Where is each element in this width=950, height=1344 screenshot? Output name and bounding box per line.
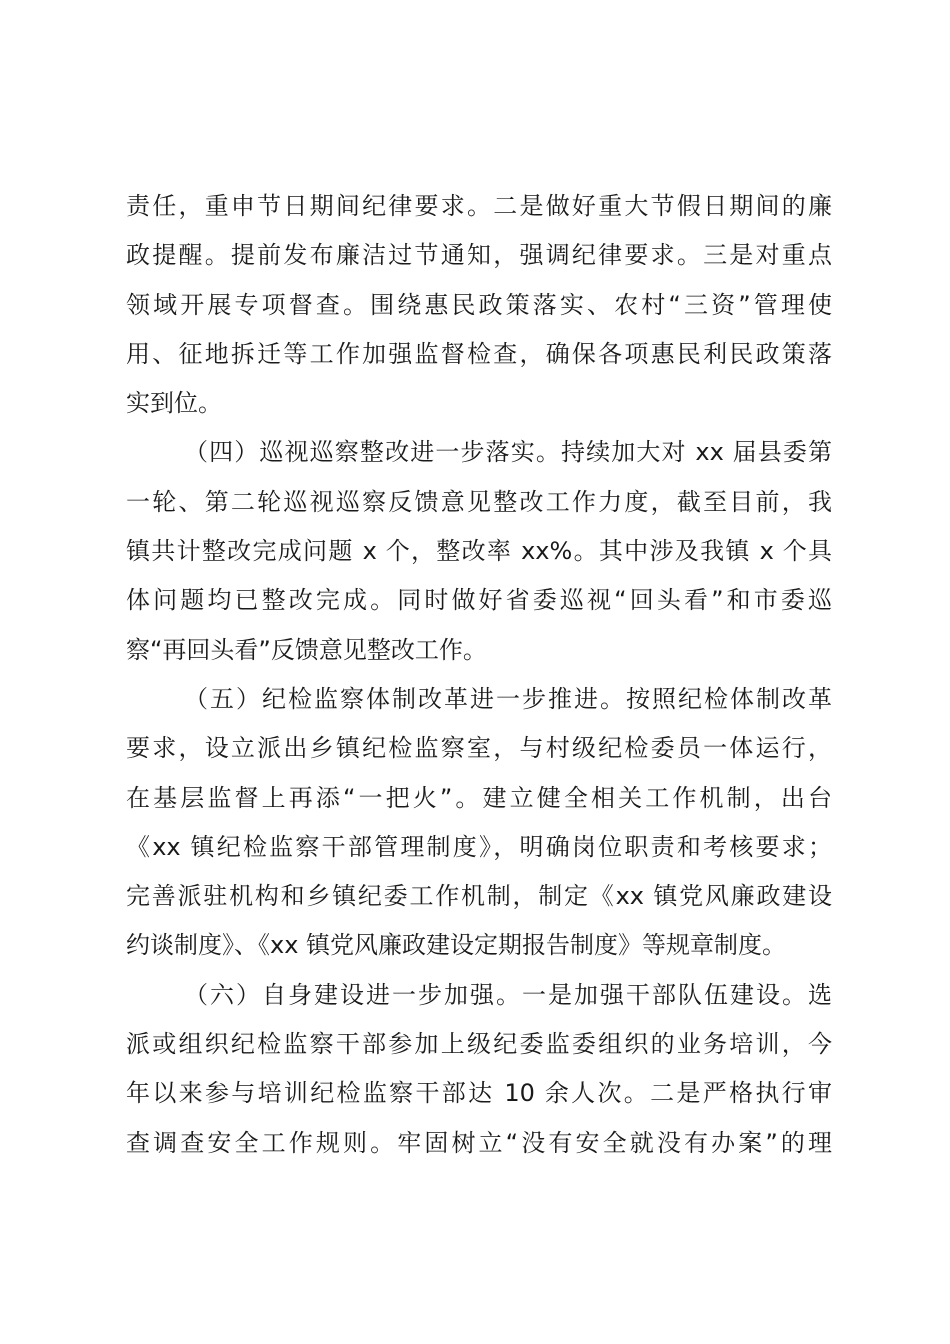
text-line: 要求，设立派出乡镇纪检监察室，与村级纪检委员一体运行，: [126, 734, 832, 763]
body-text: [126, 182, 832, 1168]
text-line: 用、征地拆迁等工作加强监督检查，确保各项惠民利民政策落: [126, 339, 832, 368]
text-line: 在基层监督上再添“一把火”。建立健全相关工作机制，出台: [126, 783, 832, 812]
section-heading-line: （六）自身建设进一步加强。一是加强干部队伍建设。选: [184, 980, 832, 1009]
text-line: 派或组织纪检监察干部参加上级纪委监委组织的业务培训，今: [126, 1030, 832, 1059]
text-line: 年以来参与培训纪检监察干部达 10 余人次。二是严格执行审: [126, 1079, 832, 1108]
text-line: 责任，重申节日期间纪律要求。二是做好重大节假日期间的廉: [126, 192, 832, 220]
text-line: 约谈制度》、《xx 镇党风廉政建设定期报告制度》等规章制度。: [126, 931, 787, 960]
text-line: 政提醒。提前发布廉洁过节通知，强调纪律要求。三是对重点: [126, 241, 832, 270]
section-heading-line: （四）巡视巡察整改进一步落实。持续加大对 xx 届县委第: [184, 438, 832, 467]
text-line: 实到位。: [126, 389, 222, 418]
text-line: 察“再回头看”反馈意见整改工作。: [126, 635, 487, 664]
text-line: 镇共计整改完成问题 x 个，整改率 xx%。其中涉及我镇 x 个具: [126, 537, 832, 566]
text-line: 《xx 镇纪检监察干部管理制度》，明确岗位职责和考核要求；: [126, 832, 832, 861]
text-line: 查调查安全工作规则。牢固树立“没有安全就没有办案”的理: [126, 1128, 832, 1157]
text-line: 领域开展专项督查。围绕惠民政策落实、农村“三资”管理使: [126, 290, 832, 319]
text-line: 完善派驻机构和乡镇纪委工作机制，制定《xx 镇党风廉政建设: [126, 882, 832, 911]
text-line: 体问题均已整改完成。同时做好省委巡视“回头看”和市委巡: [126, 586, 832, 615]
section-heading-line: （五）纪检监察体制改革进一步推进。按照纪检体制改革: [184, 684, 832, 713]
text-line: 一轮、第二轮巡视巡察反馈意见整改工作力度，截至目前，我: [126, 487, 832, 516]
